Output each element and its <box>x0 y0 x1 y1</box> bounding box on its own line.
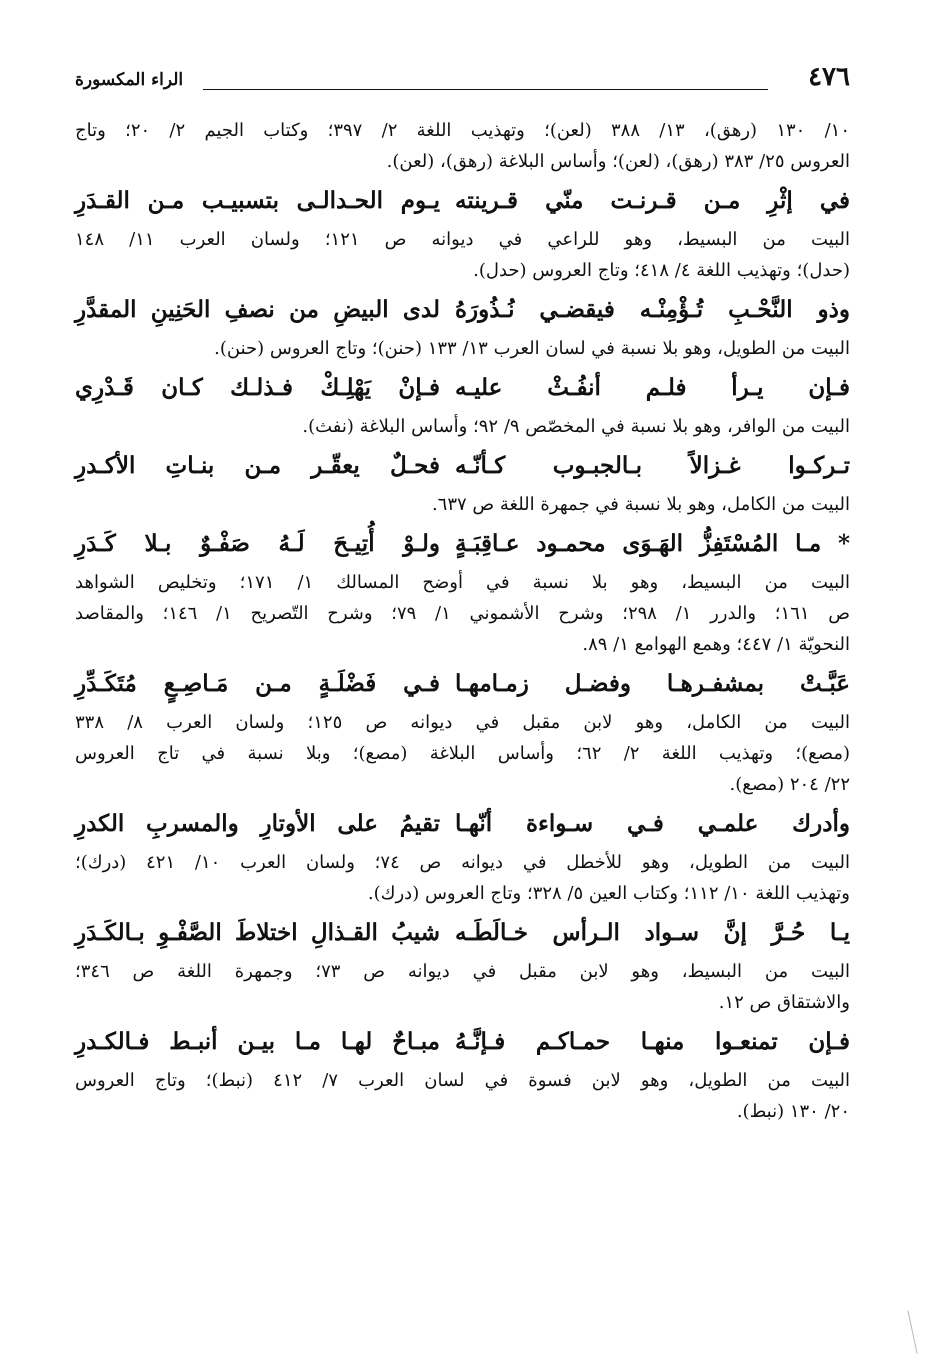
note-line: البيت من الطويل، وهو لابن فسوة في لسان العرب ٧/ ٤١٢ (نبط)؛ وتاج العروس <box>75 1070 850 1091</box>
verse-first-hemistich: فـإن يـرأ فلـم أنفُـثْ عليـه <box>455 374 850 401</box>
page-content <box>75 115 850 1129</box>
verse-entry <box>75 371 850 442</box>
verse-second-hemistich: لدى البيضِ من نصفِ الحَنِينِ المقدَّرِ <box>75 296 440 323</box>
note-line: البيت من الكامل، وهو لابن مقبل في ديوانه ص ١٢٥؛ ولسان العرب ٨/ ٣٣٨ <box>75 712 850 733</box>
verse-first-hemistich: في إثْرِ مـن قـرنـت منّي قـرينته <box>455 187 850 214</box>
note-line: البيت من البسيط، وهو لابن مقبل في ديوانه ص ٧٣؛ وجمهرة اللغة ص ٣٤٦؛ <box>75 961 850 982</box>
verse-second-hemistich: فحـلٌ يعقّـر مـن بنـاتِ الأكـدرِ <box>75 452 440 479</box>
header-rule <box>203 89 768 90</box>
verse-first-hemistich: عَبَّـتْ بمشفـرهـا وفضـل زمـامهـا <box>455 670 850 697</box>
running-title: الراء المكسورة <box>75 70 184 90</box>
verse-entry <box>75 667 850 800</box>
note-line: البيت من الطويل، وهو بلا نسبة في لسان العرب ١٣/ ١٣٣ (حنن)؛ وتاج العروس (حنن). <box>214 338 850 359</box>
verse-second-hemistich: شيبُ القـذالِ اختلاطَ الصَّفْـوِ بـالكَـدَرِ <box>75 919 440 946</box>
verse-first-hemistich: وأدرك علمـي فـي سـواءة أنّهـا <box>455 810 850 837</box>
verse-note <box>75 707 850 800</box>
verse-entry <box>75 293 850 364</box>
verse-first-hemistich: يـا حُـرَّ إنَّ سـواد الـرأس خـالَطَـه <box>455 919 850 946</box>
note-line: ١٠/ ١٣٠ (رهق)، ١٣/ ٣٨٨ (لعن)؛ وتهذيب اللغة ٢/ ٣٩٧؛ وكتاب الجيم ٢/ ٢٠؛ وتاج <box>75 120 850 141</box>
verse-note <box>75 847 850 909</box>
verse-entry <box>75 527 850 660</box>
note-line: ص ١٦١؛ والدرر ١/ ٢٩٨؛ وشرح الأشموني ١/ ٧٩؛ وشرح التّصريح ١/ ١٤٦؛ والمقاصد <box>75 603 850 624</box>
verse-note <box>75 333 850 364</box>
verse-note <box>75 489 850 520</box>
verse-second-hemistich: ولـوْ أُتِيـحَ لَـهُ صَفْـوٌ بـلا كَـدَرِ <box>75 530 440 557</box>
note-line: البيت من البسيط، وهو بلا نسبة في أوضح المسالك ١/ ١٧١؛ وتخليص الشواهد <box>75 572 850 593</box>
verse-entry <box>75 916 850 1018</box>
verse-second-hemistich: يـوم الحـدالـى بتسبيـب مـن القـدَرِ <box>75 187 440 214</box>
note-line: البيت من الكامل، وهو بلا نسبة في جمهرة اللغة ص ٦٣٧. <box>431 494 850 515</box>
scan-margin-mark <box>907 1310 918 1353</box>
verse-note <box>75 224 850 286</box>
verse-second-hemistich: فـي فَضْلَـةٍ مـن مَـاصِـعٍ مُتَكَـدِّرِ <box>75 670 440 697</box>
verse-entry <box>75 1025 850 1127</box>
verse-note <box>75 411 850 442</box>
verse-note <box>75 956 850 1018</box>
note-line: ٢٢/ ٢٠٤ (مصع). <box>729 774 850 795</box>
verse-first-hemistich: * مـا المُسْتَفِزُّ الهَـوَى محمـود عـاقِبَـةٍ <box>455 530 850 557</box>
intro-note <box>75 115 850 177</box>
note-line: وتهذيب اللغة ١٠/ ١١٢؛ وكتاب العين ٥/ ٣٢٨؛ وتاج العروس (درك). <box>367 883 850 904</box>
verse-entry <box>75 184 850 286</box>
verse-first-hemistich: وذو النَّحْـبِ تُـؤْمِنْـه فيقضـي نُـذُورَهُ <box>455 296 850 323</box>
note-line: النحويّة ١/ ٤٤٧؛ وهمع الهوامع ١/ ٨٩. <box>582 634 850 655</box>
verse-line <box>75 1025 850 1059</box>
verse-second-hemistich: فـإنْ يَهْلِـكْ فـذلـك كـان قَـدْرِي <box>75 374 440 401</box>
note-line: (حدل)؛ وتهذيب اللغة ٤/ ٤١٨؛ وتاج العروس (حدل). <box>473 260 850 281</box>
verse-line <box>75 916 850 950</box>
verse-line <box>75 527 850 561</box>
verse-line <box>75 807 850 841</box>
note-line: البيت من الوافر، وهو بلا نسبة في المخصّص ٩/ ٩٢؛ وأساس البلاغة (نفث). <box>302 416 850 437</box>
verse-entry <box>75 807 850 909</box>
verse-line <box>75 293 850 327</box>
verse-first-hemistich: تـركـوا غـزالاً بـالجبـوب كـأنّـه <box>455 452 850 479</box>
verse-line <box>75 184 850 218</box>
note-line: البيت من الطويل، وهو للأخطل في ديوانه ص ٧٤؛ ولسان العرب ١٠/ ٤٢١ (درك)؛ <box>75 852 850 873</box>
page-header <box>75 62 850 98</box>
note-line: والاشتقاق ص ١٢. <box>718 992 850 1013</box>
verse-line <box>75 371 850 405</box>
verse-second-hemistich: مبـاحٌ لهـا مـا بيـن أنبـط فـالكـدرِ <box>75 1028 440 1055</box>
verse-entry <box>75 449 850 520</box>
verse-note <box>75 1065 850 1127</box>
note-line: (مصع)؛ وتهذيب اللغة ٢/ ٦٢؛ وأساس البلاغة (مصع)؛ وبلا نسبة في تاج العروس <box>75 743 850 764</box>
note-line: ٢٠/ ١٣٠ (نبط). <box>736 1101 850 1122</box>
note-line: العروس ٢٥/ ٣٨٣ (رهق)، (لعن)؛ وأساس البلاغة (رهق)، (لعن). <box>386 151 850 172</box>
note-line: البيت من البسيط، وهو للراعي في ديوانه ص ١٢١؛ ولسان العرب ١١/ ١٤٨ <box>75 229 850 250</box>
verse-second-hemistich: تقيمُ على الأوتارِ والمسربِ الكدرِ <box>75 810 440 837</box>
verse-note <box>75 567 850 660</box>
verse-line <box>75 667 850 701</box>
page-number: ٤٧٦ <box>808 62 850 92</box>
verse-line <box>75 449 850 483</box>
verse-first-hemistich: فـإن تمنعـوا منهـا حمـاكـم فـإنَّـهُ <box>455 1028 850 1055</box>
